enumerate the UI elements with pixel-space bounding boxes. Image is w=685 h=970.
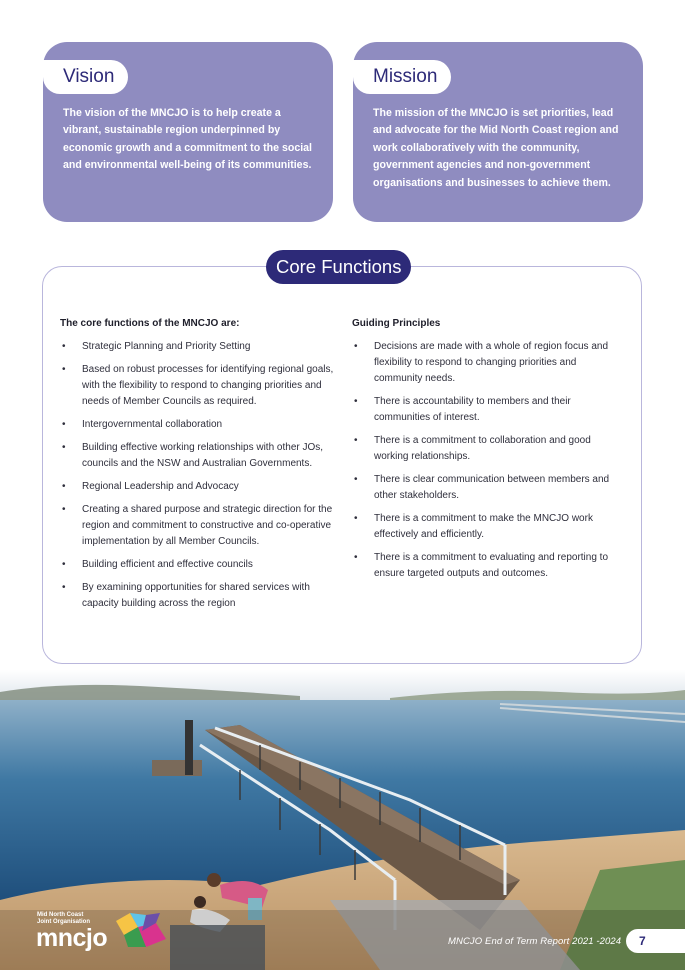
logo-line-2: Joint Organisation — [37, 919, 91, 925]
list-item: • There is a commitment to evaluating and reporting to ensure targeted outputs and outcomes. — [352, 550, 627, 582]
list-item: • Building efficient and effective councils — [60, 557, 335, 573]
vision-text: The vision of the MNCJO is to help create a vibrant, sustainable region underpinned by economic growth and a commitment to the social and environmental well-being of its communities. — [63, 107, 312, 172]
mission-text: The mission of the MNCJO is set priorities, lead and advocate for the Mid North Coast region and work collaboratively with the community, government agencies and non-government organisations and businesses to achieve them. — [373, 107, 619, 189]
vision-card — [43, 42, 333, 222]
core-functions-title: Core Functions — [266, 250, 411, 284]
core-functions-heading: The core functions of the MNCJO are: — [60, 318, 240, 329]
report-title: MNCJO End of Term Report 2021 -2024 — [448, 936, 622, 947]
list-item: • Regional Leadership and Advocacy — [60, 479, 335, 495]
list-item: • Building effective working relationships with other JOs, councils and the NSW and Australian Governments. — [60, 440, 335, 472]
core-functions-list — [60, 339, 335, 612]
list-item: • Creating a shared purpose and strategic direction for the region and commitment to constructive and co-operative implementation by all Member Councils. — [60, 502, 335, 550]
vision-title: Vision — [43, 60, 128, 94]
list-item: • There is a commitment to make the MNCJO work effectively and efficiently. — [352, 511, 627, 543]
page-number: 7 — [626, 929, 685, 953]
mission-card — [353, 42, 643, 222]
logo-mark-icon — [116, 913, 168, 949]
list-item: • There is clear communication between members and other stakeholders. — [352, 472, 627, 504]
list-item: • There is accountability to members and their communities of interest. — [352, 394, 627, 426]
mission-title: Mission — [353, 60, 451, 94]
guiding-principles-column — [352, 318, 627, 589]
list-item: • Strategic Planning and Priority Setting — [60, 339, 335, 355]
guiding-principles-list — [352, 339, 627, 582]
core-functions-column — [60, 318, 335, 619]
logo-line-1: Mid North Coast — [37, 912, 84, 918]
list-item: • Based on robust processes for identifying regional goals, with the flexibility to respond to changing priorities and needs of Member Councils as required. — [60, 362, 335, 410]
logo-wordmark: mncjo — [36, 924, 108, 952]
list-item: • Decisions are made with a whole of region focus and flexibility to respond to changing priorities and community needs. — [352, 339, 627, 387]
guiding-principles-heading: Guiding Principles — [352, 318, 441, 329]
list-item: • By examining opportunities for shared services with capacity building across the region — [60, 580, 335, 612]
list-item: • There is a commitment to collaboration and good working relationships. — [352, 433, 627, 465]
list-item: • Intergovernmental collaboration — [60, 417, 335, 433]
